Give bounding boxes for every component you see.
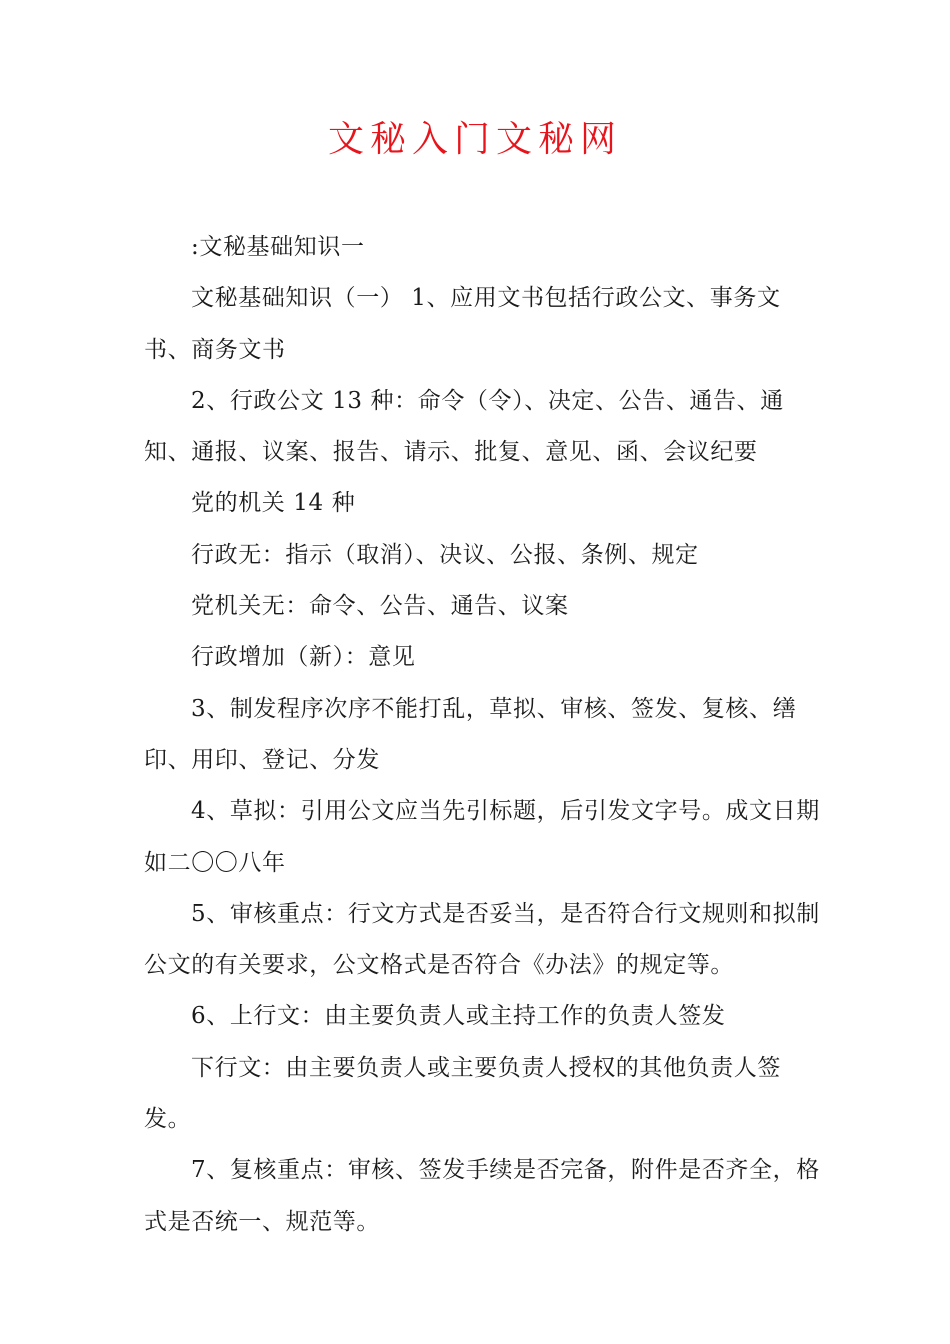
document-title: 文秘入门文秘网 [327, 119, 622, 160]
paragraph: 2、行政公文 13 种：命令（令）、决定、公告、通告、通知、通报、议案、报告、请示、批复、意见、函、会议纪要 [144, 387, 784, 466]
paragraph: 3、制发程序次序不能打乱，草拟、审核、签发、复核、缮印、用印、登记、分发 [144, 695, 797, 773]
paragraph: 党的机关 14 种 [191, 490, 356, 517]
paragraph: 5、审核重点：行文方式是否妥当，是否符合行文规则和拟制公文的有关要求，公文格式是否符合《办法》的规定等。 [144, 900, 820, 979]
paragraph: 文秘基础知识（一） 1、应用文书包括行政公文、事务文书、商务文书 [144, 285, 781, 363]
paragraph: 行政增加（新）：意见 [191, 644, 416, 671]
paragraph: 4、草拟：引用公文应当先引标题，后引发文字号。成文日期如二〇〇八年 [144, 798, 820, 876]
document-body [144, 222, 824, 1248]
paragraph: 行政无：指示（取消）、决议、公报、条例、规定 [191, 541, 699, 568]
paragraph: 下行文：由主要负责人或主要负责人授权的其他负责人签发。 [144, 1054, 781, 1133]
paragraph: 7、复核重点：审核、签发手续是否完备，附件是否齐全，格式是否统一、规范等。 [144, 1157, 820, 1235]
paragraph: 6、上行文：由主要负责人或主持工作的负责人签发 [191, 1003, 726, 1030]
paragraph: :文秘基础知识一 [191, 234, 365, 260]
paragraph: 党机关无：命令、公告、通告、议案 [191, 593, 569, 620]
